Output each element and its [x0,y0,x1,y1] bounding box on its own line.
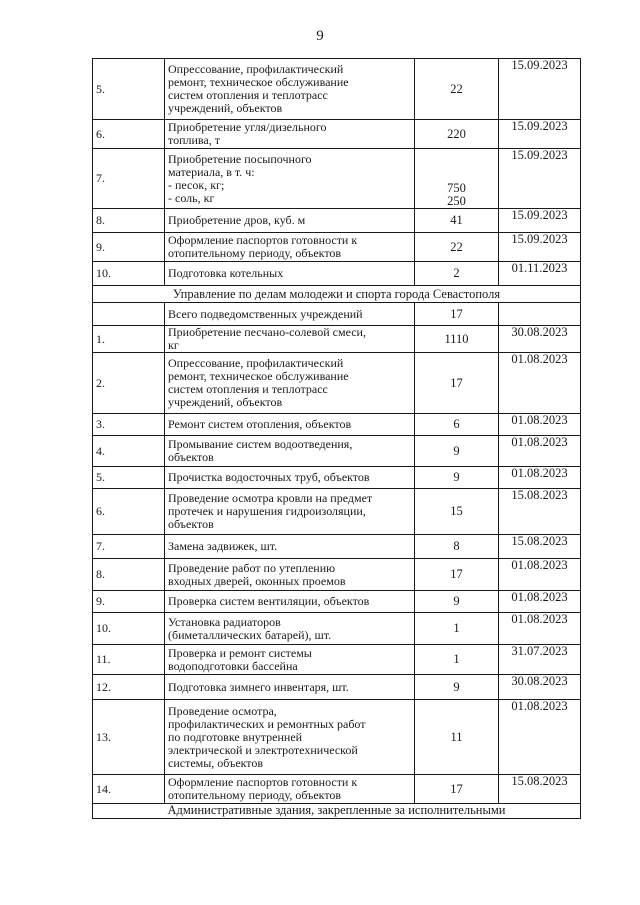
quantity: 6 [415,414,499,436]
deadline-date: 01.08.2023 [499,591,581,613]
row-number: 7. [93,149,165,209]
description-line: входных дверей, оконных проемов [168,573,346,588]
description-line: ремонт, техническое обслуживание [168,75,349,89]
table-row [93,559,581,591]
description-line: Опрессование, профилактический [168,62,344,76]
description-line: систем отопления и теплотрасс [168,382,328,396]
row-number: 6. [93,489,165,535]
page-number: 9 [316,28,324,44]
deadline-date: 01.08.2023 [499,613,581,645]
description-line: Приобретение песчано-солевой смеси, [168,325,366,339]
description-line: топлива, т [168,133,220,147]
deadline-date: 01.11.2023 [499,262,581,286]
row-number: 5. [93,59,165,120]
deadline-date: 30.08.2023 [499,326,581,353]
table-row [93,775,581,804]
description-line: Подготовка зимнего инвентаря, шт. [168,679,349,694]
quantity: 8 [415,535,499,559]
deadline-date: 01.08.2023 [499,559,581,591]
description-line: Всего подведомственных учреждений [168,306,363,321]
table-row [93,613,581,645]
work-description [165,675,415,700]
row-number: 1. [93,326,165,353]
quantity: 11 [415,700,499,775]
section-title: Административные здания, закрепленные за исполнительными [93,804,581,819]
quantity: 41 [415,209,499,233]
row-number: 8. [93,209,165,233]
deadline-date [499,303,581,326]
table-row [93,326,581,353]
description-line: Приобретение дров, куб. м [168,213,306,227]
quantity: 2 [415,262,499,286]
table-row [93,700,581,775]
description-line: Проведение осмотра кровли на предмет [168,491,373,505]
table-row [93,262,581,286]
description-line: по подготовке внутренней [168,729,303,744]
description-line: учреждений, объектов [168,395,283,409]
description-line: отопительному периоду, объектов [168,788,342,802]
deadline-date: 15.09.2023 [499,59,581,120]
description-line: (биметаллических батарей), шт. [168,627,332,642]
row-number: 3. [93,414,165,436]
description-line: Установка радиаторов [168,614,281,629]
description-line: Проведение осмотра, [168,703,277,718]
description-line: - песок, кг; [168,177,225,192]
deadline-date: 30.08.2023 [499,675,581,700]
description-line: кг [168,338,179,352]
description-line: Прочистка водосточных труб, объектов [168,470,370,484]
work-description [165,700,415,775]
quantity: 9 [415,467,499,489]
description-line: Приобретение посыпочного [168,151,312,166]
description-line: Замена задвижек, шт. [168,539,278,553]
description-line: - соль, кг [168,190,215,205]
quantity: 1 [415,645,499,675]
deadline-date: 01.08.2023 [499,467,581,489]
table-row [93,209,581,233]
deadline-date: 01.08.2023 [499,436,581,467]
row-number: 6. [93,120,165,149]
work-description [165,613,415,645]
table-row [93,149,581,209]
deadline-date: 15.08.2023 [499,489,581,535]
quantity [415,149,499,209]
description-line: Подготовка котельных [168,266,284,280]
description-line: Проведение работ по утеплению [168,560,336,575]
work-description [165,353,415,414]
work-description [165,59,415,120]
description-line: Опрессование, профилактический [168,356,344,370]
row-number: 10. [93,262,165,286]
table-row [93,467,581,489]
description-line: электрической и электротехнической [168,742,358,757]
deadline-date: 01.08.2023 [499,414,581,436]
deadline-date: 15.09.2023 [499,233,581,262]
row-number: 8. [93,559,165,591]
row-number: 2. [93,353,165,414]
quantity: 1 [415,613,499,645]
section-header-row [93,804,581,819]
work-description [165,591,415,613]
quantity: 17 [415,303,499,326]
table-row [93,675,581,700]
row-number: 13. [93,700,165,775]
work-description [165,303,415,326]
description-line: Оформление паспортов готовности к [168,775,358,789]
description-line: Проверка и ремонт системы [168,645,312,660]
quantity: 17 [415,353,499,414]
row-number: 9. [93,233,165,262]
description-line: Оформление паспортов готовности к [168,233,358,247]
work-description [165,559,415,591]
deadline-date: 15.08.2023 [499,775,581,804]
table-row [93,436,581,467]
table-row [93,120,581,149]
section-title: Управление по делам молодежи и спорта города Севастополя [93,286,581,303]
row-number: 4. [93,436,165,467]
table-row [93,535,581,559]
description-line: протечек и нарушения гидроизоляции, [168,504,366,518]
description-line: учреждений, объектов [168,101,283,115]
work-description [165,209,415,233]
deadline-date: 15.09.2023 [499,120,581,149]
deadline-date: 01.08.2023 [499,700,581,775]
quantity: 15 [415,489,499,535]
work-description [165,149,415,209]
row-number: 12. [93,675,165,700]
quantity: 22 [415,59,499,120]
description-line: Ремонт систем отопления, объектов [168,417,352,431]
table-row [93,233,581,262]
description-line: системы, объектов [168,755,264,770]
table-row [93,353,581,414]
row-number [93,303,165,326]
table-row [93,591,581,613]
work-description [165,436,415,467]
row-number: 9. [93,591,165,613]
total-row [93,303,581,326]
description-line: ремонт, техническое обслуживание [168,369,349,383]
table-row [93,489,581,535]
quantity: 9 [415,436,499,467]
table-row [93,59,581,120]
deadline-date: 01.08.2023 [499,353,581,414]
quantity: 9 [415,675,499,700]
quantity: 17 [415,559,499,591]
description-line: материала, в т. ч: [168,164,255,179]
quantity: 9 [415,591,499,613]
deadline-date: 15.09.2023 [499,149,581,209]
quantity-line: 750 [447,181,466,195]
quantity: 17 [415,775,499,804]
work-description [165,535,415,559]
deadline-date: 31.07.2023 [499,645,581,675]
work-description [165,467,415,489]
row-number: 14. [93,775,165,804]
work-description [165,489,415,535]
row-number: 10. [93,613,165,645]
section-header-row [93,286,581,303]
row-number: 11. [93,645,165,675]
work-description [165,233,415,262]
work-description [165,414,415,436]
quantity: 1110 [415,326,499,353]
deadline-date: 15.08.2023 [499,535,581,559]
quantity: 220 [415,120,499,149]
table-row [93,645,581,675]
deadline-date: 15.09.2023 [499,209,581,233]
description-line: водоподготовки бассейна [168,658,298,673]
description-line: профилактических и ремонтных работ [168,716,366,731]
work-description [165,120,415,149]
description-line: объектов [168,450,214,464]
description-line: отопительному периоду, объектов [168,246,342,260]
table-row [93,414,581,436]
row-number: 7. [93,535,165,559]
description-line: систем отопления и теплотрасс [168,88,328,102]
description-line: Проверка систем вентиляции, объектов [168,594,370,608]
work-description [165,645,415,675]
quantity-line: 250 [447,194,466,208]
work-description [165,326,415,353]
description-line: Приобретение угля/дизельного [168,120,327,134]
works-table [92,58,581,819]
works-table-body [93,59,581,819]
row-number: 5. [93,467,165,489]
quantity: 22 [415,233,499,262]
description-line: объектов [168,517,214,531]
work-description [165,775,415,804]
work-description [165,262,415,286]
description-line: Промывание систем водоотведения, [168,437,353,451]
